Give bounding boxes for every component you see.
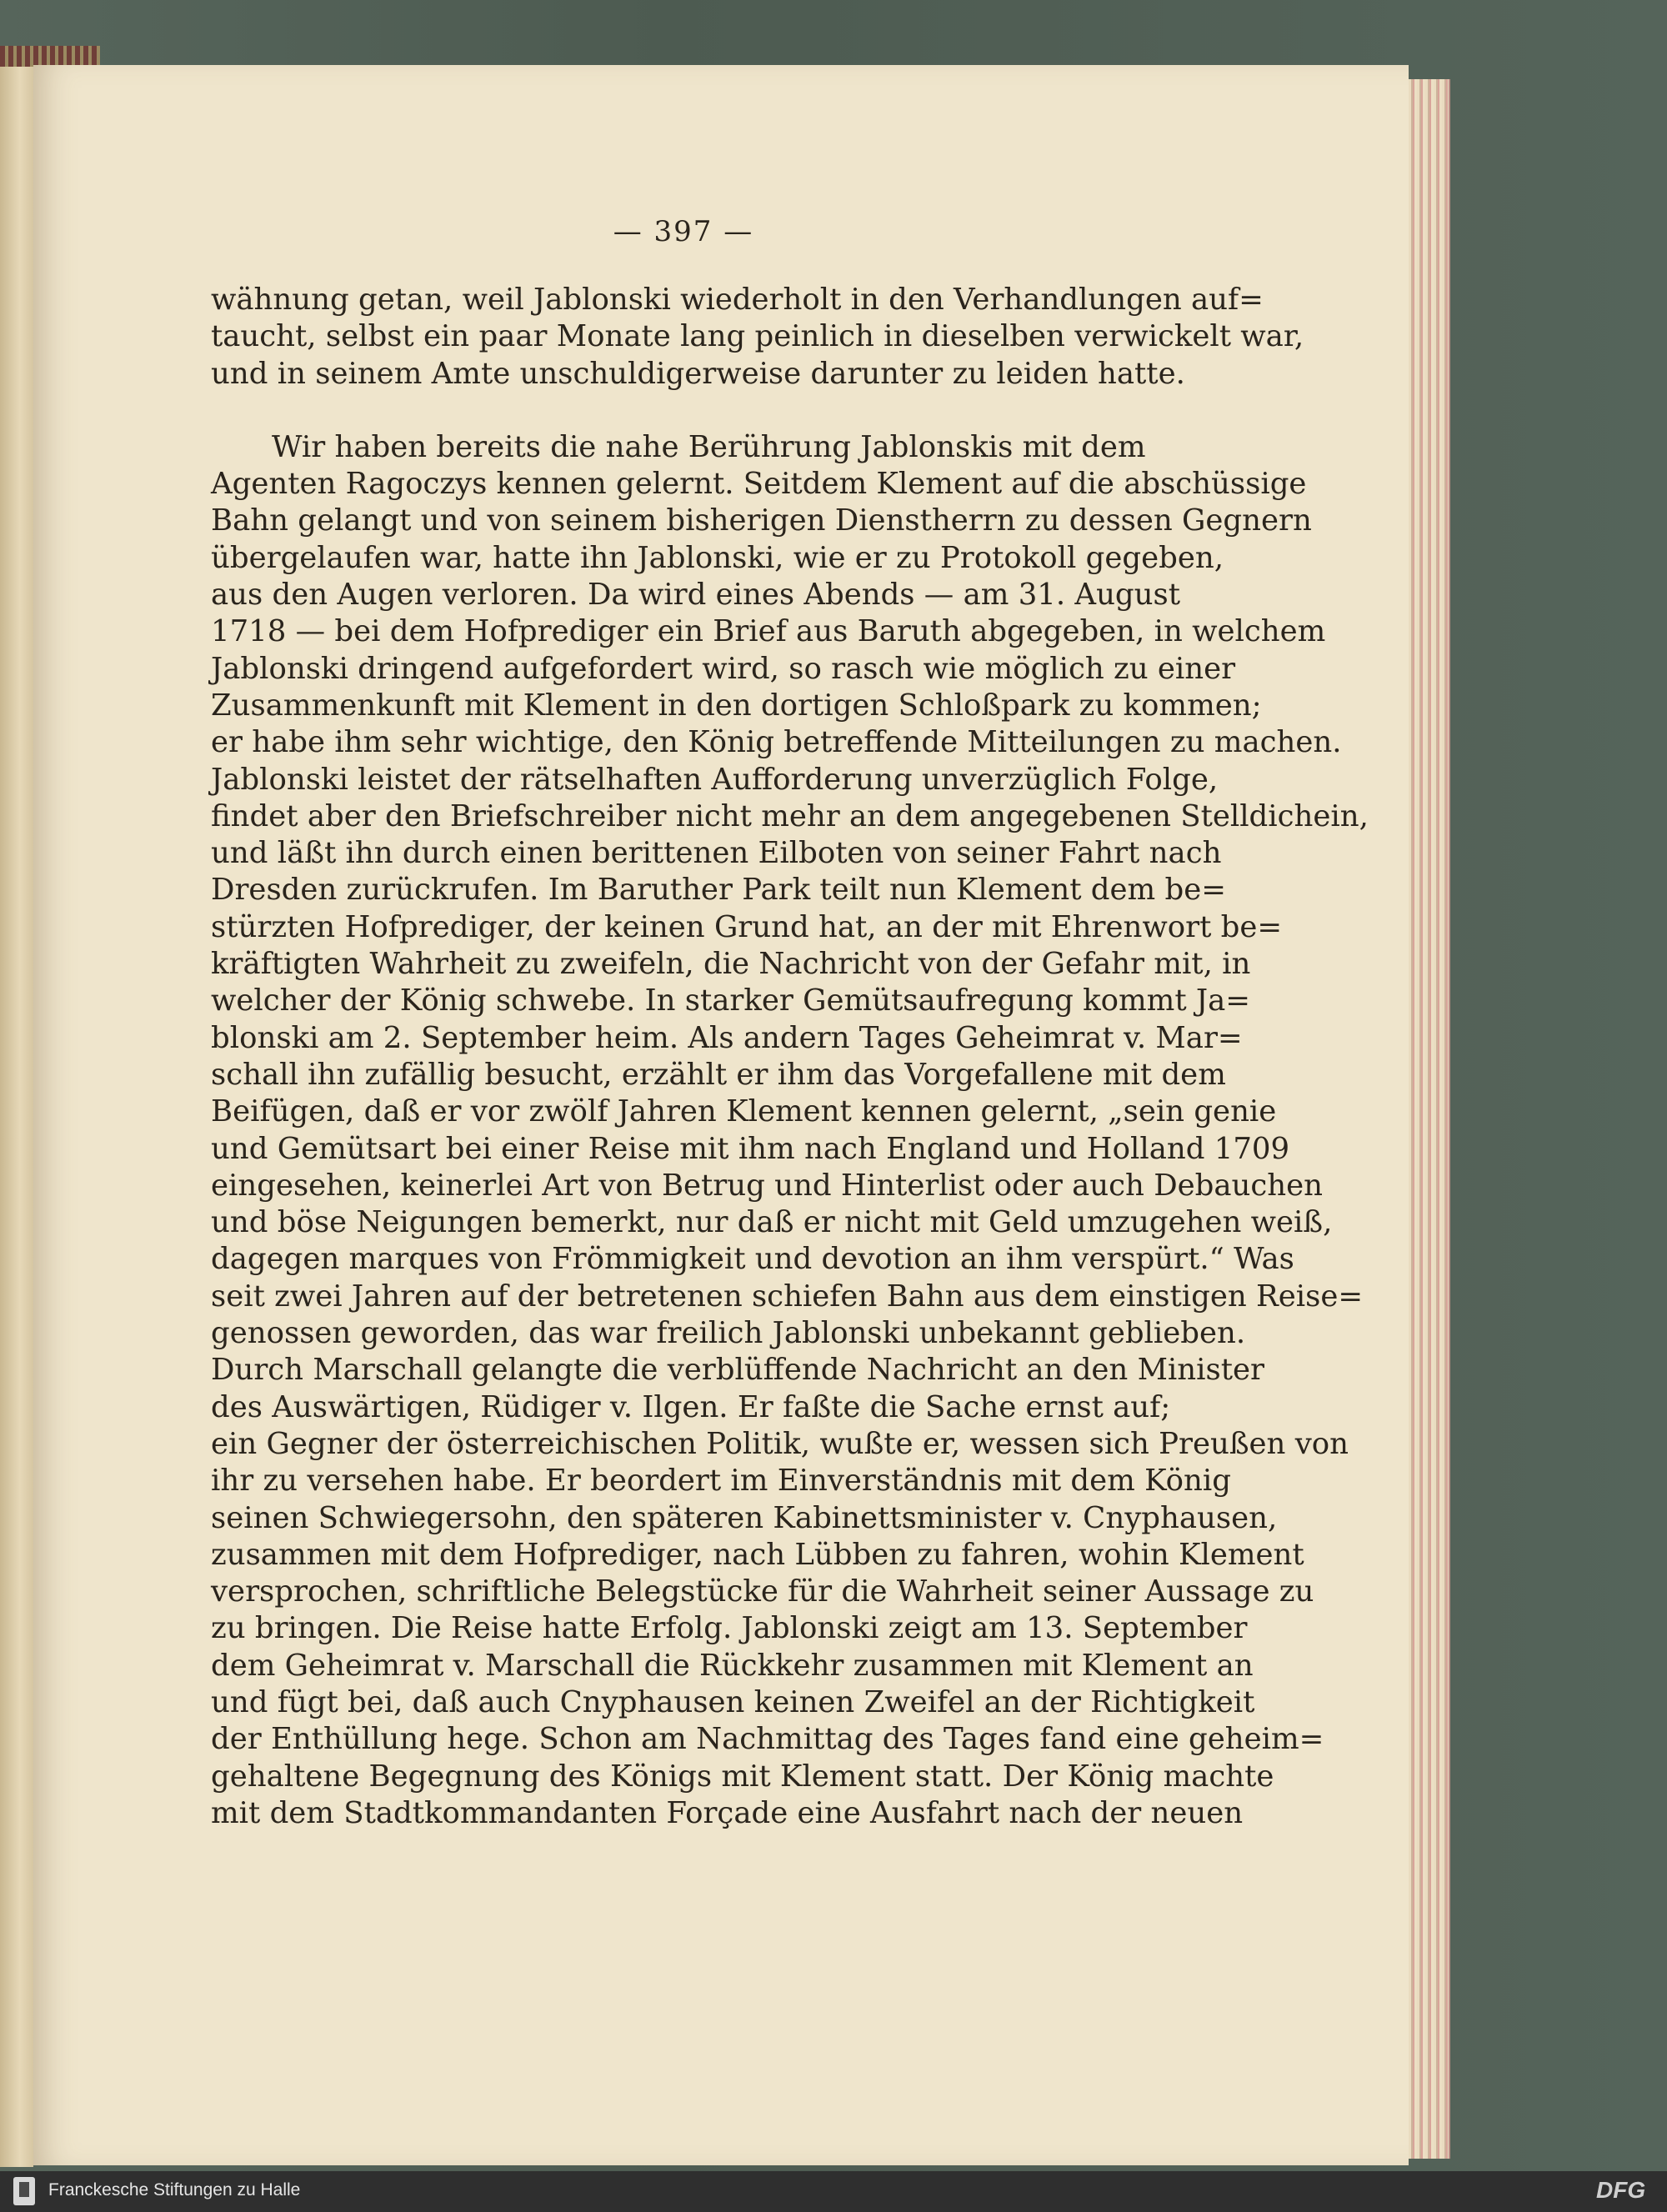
text-line: Jablonski dringend aufgefordert wird, so rasch wie möglich zu einer <box>211 651 1236 686</box>
text-line: eingesehen, keinerlei Art von Betrug und Hinterlist oder auch Debauchen <box>211 1168 1324 1203</box>
dfg-logo: DFG <box>1596 2177 1646 2203</box>
text-line: mit dem Stadtkommandanten Forçade eine Ausfahrt nach der neuen <box>211 1795 1244 1830</box>
text-line: taucht, selbst ein paar Monate lang peinlich in dieselben verwickelt war, <box>211 319 1304 354</box>
paragraph-gap <box>211 393 1142 429</box>
text-line: blonski am 2. September heim. Als andern Tages Geheimrat v. Mar= <box>211 1020 1243 1055</box>
text-line: übergelaufen war, hatte ihn Jablonski, wie er zu Protokoll gegeben, <box>211 540 1224 575</box>
text-line: dagegen marques von Frömmigkeit und devotion an ihm verspürt.“ Was <box>211 1242 1294 1277</box>
text-line: Dresden zurückrufen. Im Baruther Park teilt nun Klement dem be= <box>211 873 1226 908</box>
text-line: und böse Neigungen bemerkt, nur daß er nicht mit Geld umzugehen weiß, <box>211 1205 1333 1240</box>
text-line: stürzten Hofprediger, der keinen Grund hat, an der mit Ehrenwort be= <box>211 909 1283 944</box>
text-line: und Gemütsart bei einer Reise mit ihm nach England und Holland 1709 <box>211 1131 1290 1166</box>
page-number: — 397 — <box>613 215 754 248</box>
text-line: der Enthüllung hege. Schon am Nachmittag des Tages fand eine geheim= <box>211 1722 1324 1757</box>
text-line: seinen Schwiegersohn, den späteren Kabinettsminister v. Cnyphausen, <box>211 1500 1278 1535</box>
text-line: des Auswärtigen, Rüdiger v. Ilgen. Er faßte die Sache ernst auf; <box>211 1389 1171 1424</box>
text-line: und in seinem Amte unschuldigerweise darunter zu leiden hatte. <box>211 356 1185 391</box>
text-line: zusammen mit dem Hofprediger, nach Lübben zu fahren, wohin Klement <box>211 1537 1304 1572</box>
footer-institution-name: Franckesche Stiftungen zu Halle <box>48 2180 301 2199</box>
text-line: genossen geworden, das war freilich Jablonski unbekannt geblieben. <box>211 1316 1246 1351</box>
text-line: Durch Marschall gelangte die verblüffende Nachricht an den Minister <box>211 1353 1264 1388</box>
text-line: Wir haben bereits die nahe Berührung Jablonskis mit dem <box>272 429 1146 464</box>
institution-logo-icon <box>13 2177 35 2205</box>
text-line: er habe ihm sehr wichtige, den König betreffende Mitteilungen zu machen. <box>211 725 1342 760</box>
text-line: und fügt bei, daß auch Cnyphausen keinen Zweifel an der Richtigkeit <box>211 1684 1255 1719</box>
text-line: Agenten Ragoczys kennen gelernt. Seitdem Klement auf die abschüssige <box>211 467 1307 502</box>
page-text-body <box>211 282 1369 1832</box>
text-line: wähnung getan, weil Jablonski wiederholt in den Verhandlungen auf= <box>211 283 1264 317</box>
text-line: gehaltene Begegnung des Königs mit Klement statt. Der König machte <box>211 1759 1274 1794</box>
text-line: dem Geheimrat v. Marschall die Rückkehr zusammen mit Klement an <box>211 1648 1254 1683</box>
text-line: Bahn gelangt und von seinem bisherigen Dienstherrn zu dessen Gegnern <box>211 503 1312 538</box>
text-line: versprochen, schriftliche Belegstücke für die Wahrheit seiner Aussage zu <box>211 1574 1314 1609</box>
text-line: kräftigten Wahrheit zu zweifeln, die Nachricht von der Gefahr mit, in <box>211 947 1251 982</box>
text-line: ein Gegner der österreichischen Politik, wußte er, wessen sich Preußen von <box>211 1426 1349 1461</box>
text-line: welcher der König schwebe. In starker Gemütsaufregung kommt Ja= <box>211 983 1251 1018</box>
text-line: Zusammenkunft mit Klement in den dortigen Schloßpark zu kommen; <box>211 688 1262 723</box>
paragraph <box>211 282 1304 393</box>
text-line: Jablonski leistet der rätselhaften Aufforderung unverzüglich Folge, <box>211 762 1219 797</box>
text-line: und läßt ihn durch einen berittenen Eilboten von seiner Fahrt nach <box>211 836 1222 871</box>
text-line: 1718 — bei dem Hofprediger ein Brief aus Baruth abgegeben, in welchem <box>211 614 1326 649</box>
text-line: schall ihn zufällig besucht, erzählt er ihm das Vorgefallene mit dem <box>211 1057 1226 1092</box>
text-line: Beifügen, daß er vor zwölf Jahren Klement kennen gelernt, „sein genie <box>211 1094 1277 1129</box>
text-line: seit zwei Jahren auf der betretenen schiefen Bahn aus dem einstigen Reise= <box>211 1279 1364 1314</box>
paragraph <box>211 429 1369 1832</box>
text-line: aus den Augen verloren. Da wird eines Abends — am 31. August <box>211 578 1181 613</box>
text-line: zu bringen. Die Reise hatte Erfolg. Jablonski zeigt am 13. September <box>211 1611 1248 1646</box>
text-line: findet aber den Briefschreiber nicht mehr an dem angegebenen Stelldichein, <box>211 798 1369 833</box>
left-page-edge <box>0 67 33 2167</box>
text-line: ihr zu versehen habe. Er beordert im Einverständnis mit dem König <box>211 1464 1231 1499</box>
